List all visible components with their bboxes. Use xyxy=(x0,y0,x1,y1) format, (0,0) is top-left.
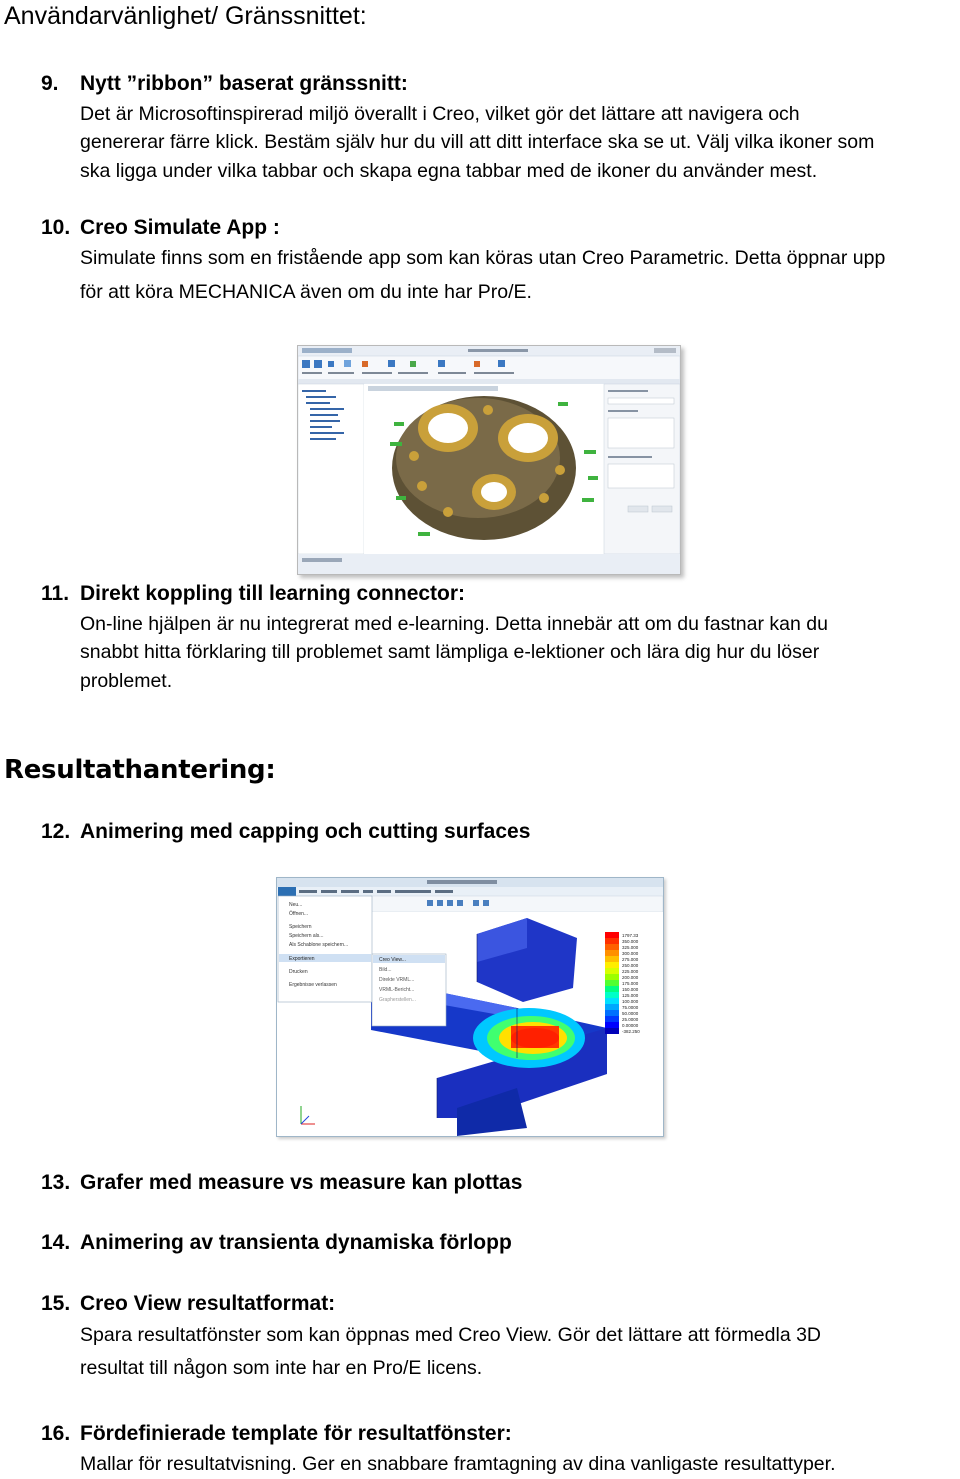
legend-value: 300.000 xyxy=(622,951,639,956)
menu-item-exit-results: Ergebnisse verlassen xyxy=(289,982,337,988)
item-11-line-2: snabbt hitta förklaring till problemet samt lämpliga e-lektioner och lära dig hur du löser xyxy=(80,641,820,663)
item-10-number: 10. xyxy=(41,216,71,239)
legend-swatch xyxy=(605,998,619,1004)
item-16-number: 16. xyxy=(41,1422,71,1445)
submenu-item-vrml-report: VRML-Bericht... xyxy=(379,987,415,993)
menu-item-save: Speichern xyxy=(289,924,312,930)
legend-value: 100.000 xyxy=(622,999,639,1004)
submenu-item-image: Bild... xyxy=(379,967,392,973)
item-12-title: Animering med capping och cutting surfaces xyxy=(80,820,531,843)
submenu-item-creo-view: Creo View... xyxy=(379,957,406,963)
item-13-number: 13. xyxy=(41,1171,71,1194)
legend-swatch xyxy=(605,974,619,980)
legend-swatch xyxy=(605,992,619,998)
item-14-title: Animering av transienta dynamiska förlopp xyxy=(80,1231,512,1254)
legend-swatch xyxy=(605,1028,619,1034)
menu-item-new: Neu... xyxy=(289,902,303,908)
item-11-line-3: problemet. xyxy=(80,670,173,692)
item-15-title: Creo View resultatformat: xyxy=(80,1292,336,1315)
submenu-item-direct-vrml: Direkte VRML... xyxy=(379,977,415,983)
section-heading-ui: Användarvänlighet/ Gränssnittet: xyxy=(4,2,367,30)
item-9-line-3: ska ligga under vilka tabbar och skapa egna tabbar med de ikoner du använder mest. xyxy=(80,160,818,182)
legend-value: 50.0000 xyxy=(622,1011,639,1016)
section-heading-results: Resultathantering: xyxy=(4,755,276,785)
legend-swatch xyxy=(605,1010,619,1016)
legend-swatch xyxy=(605,950,619,956)
legend-value: 1797.33 xyxy=(622,933,639,938)
legend-value: 350.000 xyxy=(622,939,639,944)
item-16-title: Fördefinierade template för resultatfönster: xyxy=(80,1422,512,1445)
item-11-number: 11. xyxy=(41,582,70,605)
item-10-line-2: för att köra MECHANICA även om du inte har Pro/E. xyxy=(80,281,532,303)
legend-value: 25.0000 xyxy=(622,1017,639,1022)
item-9-number: 9. xyxy=(41,72,59,95)
legend-value: -382.250 xyxy=(622,1029,640,1034)
menu-item-open: Öffnen... xyxy=(289,911,309,917)
item-14-number: 14. xyxy=(41,1231,71,1254)
menu-item-save-template: Als Schablone speichern... xyxy=(289,942,349,948)
creo-results-screenshot xyxy=(276,877,664,1137)
legend-swatch xyxy=(605,962,619,968)
legend-swatch xyxy=(605,1016,619,1022)
menu-item-export: Exportieren xyxy=(289,956,315,962)
item-9-line-2: genererar färre klick. Bestäm själv hur du vill att ditt interface ska se ut. Välj vilka ikoner som xyxy=(80,131,875,153)
menu-item-save-as: Speichern als... xyxy=(289,933,324,939)
legend-value: 150.000 xyxy=(622,987,639,992)
legend-value: 325.000 xyxy=(622,945,639,950)
legend-swatch xyxy=(605,1022,619,1028)
legend-swatch xyxy=(605,968,619,974)
legend-value: 75.0000 xyxy=(622,1005,639,1010)
item-11-line-1: On-line hjälpen är nu integrerat med e-learning. Detta innebär att om du fastnar kan du xyxy=(80,613,828,635)
legend-swatch xyxy=(605,938,619,944)
legend-value: 175.000 xyxy=(622,981,639,986)
submenu-item-graph: Grapherstellen... xyxy=(379,997,416,1003)
item-9-title: Nytt ”ribbon” baserat gränssnitt: xyxy=(80,72,408,95)
legend-swatch xyxy=(605,956,619,962)
legend-swatch xyxy=(605,932,619,938)
item-10-title: Creo Simulate App : xyxy=(80,216,280,239)
creo-simulate-screenshot xyxy=(297,345,681,575)
item-12-number: 12. xyxy=(41,820,71,843)
legend-swatch xyxy=(605,980,619,986)
item-13-title: Grafer med measure vs measure kan plottas xyxy=(80,1171,523,1194)
item-9-line-1: Det är Microsoftinspirerad miljö överallt i Creo, vilket gör det lättare att navigera och xyxy=(80,103,800,125)
item-15-number: 15. xyxy=(41,1292,71,1315)
legend-value: 225.000 xyxy=(622,969,639,974)
legend-value: 275.000 xyxy=(622,957,639,962)
item-15-line-1: Spara resultatfönster som kan öppnas med Creo View. Gör det lättare att förmedla 3D xyxy=(80,1324,822,1346)
item-10-line-1: Simulate finns som en fristående app som kan köras utan Creo Parametric. Detta öppnar upp xyxy=(80,247,886,269)
item-15-line-2: resultat till någon som inte har en Pro/E licens. xyxy=(80,1357,483,1379)
creo-simulate-illustration xyxy=(298,346,680,574)
legend-swatch xyxy=(605,986,619,992)
item-16-line-1: Mallar för resultatvisning. Ger en snabbare framtagning av dina vanligaste resultattyper. xyxy=(80,1453,836,1475)
legend-value: 0.00000 xyxy=(622,1023,639,1028)
legend-value: 250.000 xyxy=(622,963,639,968)
legend-swatch xyxy=(605,1004,619,1010)
legend-value: 125.000 xyxy=(622,993,639,998)
menu-item-print: Drucken xyxy=(289,969,308,975)
stress-legend xyxy=(605,932,640,1034)
item-11-title: Direkt koppling till learning connector: xyxy=(80,582,466,605)
legend-swatch xyxy=(605,944,619,950)
legend-value: 200.000 xyxy=(622,975,639,980)
creo-results-illustration xyxy=(277,878,663,1136)
